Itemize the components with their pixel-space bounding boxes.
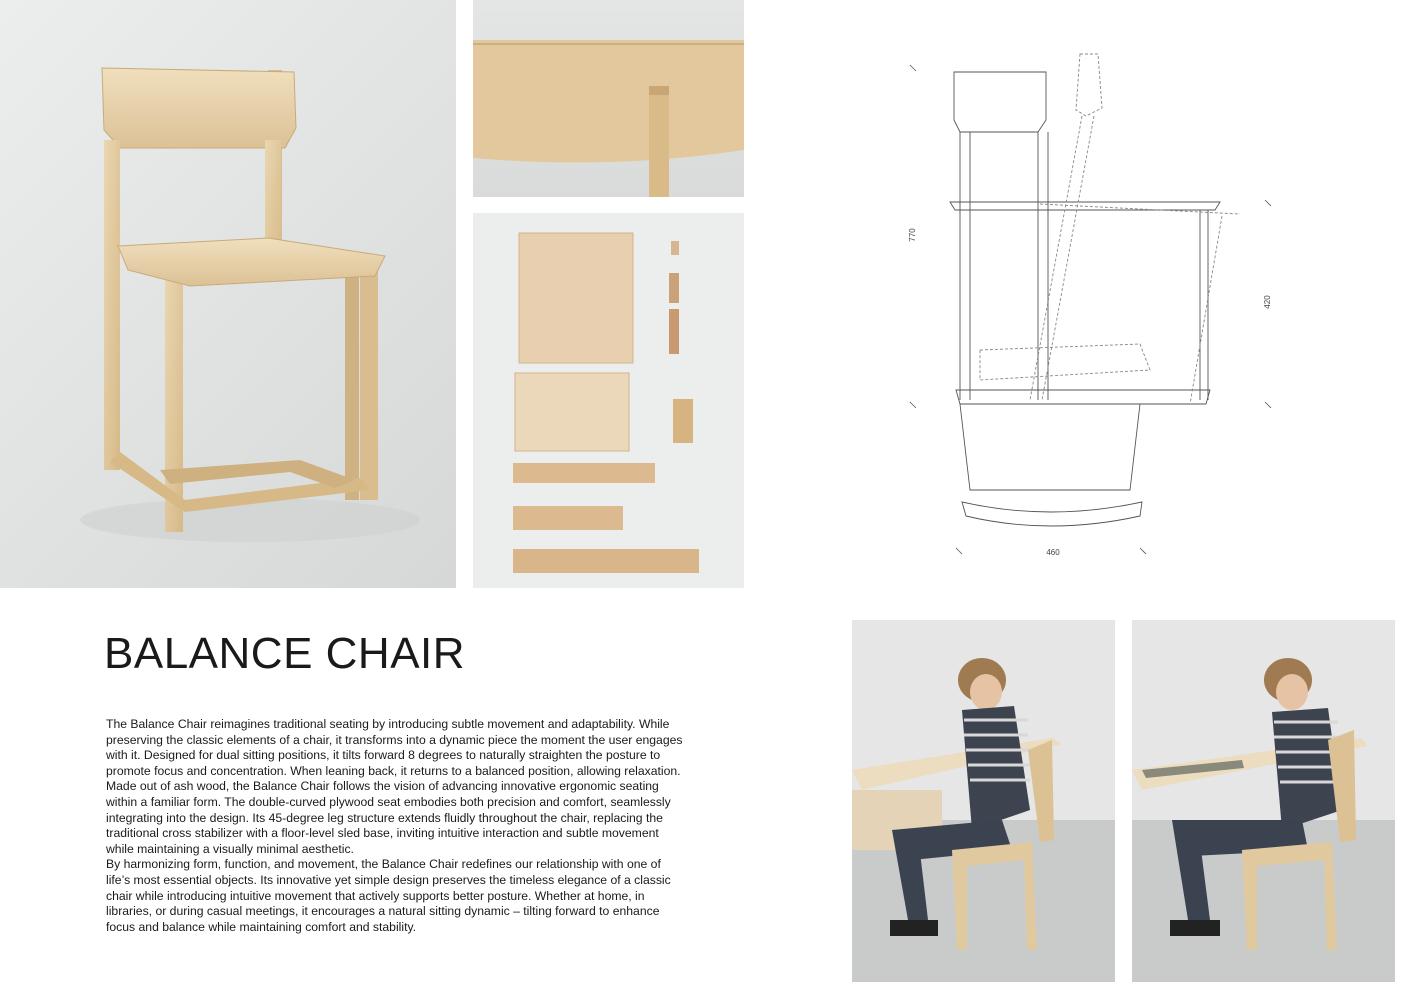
description-paragraph: Made out of ash wood, the Balance Chair follows the vision of advancing innovative ergonomic seating within a familiar form. The double-curved plywood seat embodies both precision and comfort, seamlessly integrating into the design. Its 45-degree leg structure extends fluidly throughout the chair, replacing the traditional cross stabilizer with a floor-level sled base, inviting intuitive interaction and subtle movement while maintaining a visually minimal aesthetic. bbox=[106, 779, 671, 856]
seat-height-dimension: 420 bbox=[1263, 295, 1272, 309]
chair-hero-photo bbox=[0, 0, 456, 588]
usage-photo-relaxed bbox=[1132, 620, 1395, 982]
person-reading-illustration bbox=[1132, 620, 1395, 982]
height-total-dimension: 770 bbox=[908, 228, 917, 242]
backrest-detail-illustration bbox=[473, 0, 744, 197]
parts-layout-illustration bbox=[473, 213, 744, 588]
backrest-detail-photo bbox=[473, 0, 744, 197]
chair-hero-illustration bbox=[0, 0, 456, 588]
usage-photo-forward bbox=[852, 620, 1115, 982]
chair-side-front-drawing bbox=[870, 40, 1300, 570]
description-text bbox=[106, 717, 686, 935]
description-paragraph: By harmonizing form, function, and movement, the Balance Chair redefines our relationship with one of life’s most essential objects. Its innovative yet simple design preserves the timeless elegance of a classic chair while introducing intuitive movement that actively supports better posture. Whether at home, in libraries, or during casual meetings, it encourages a natural sitting dynamic – tilting forward to enhance focus and balance while maintaining comfort and stability. bbox=[106, 857, 671, 934]
width-dimension: 460 bbox=[1046, 548, 1060, 557]
page-title: BALANCE CHAIR bbox=[104, 629, 466, 678]
person-writing-illustration bbox=[852, 620, 1115, 982]
disassembled-parts-photo bbox=[473, 213, 744, 588]
technical-drawing bbox=[870, 40, 1300, 570]
description-paragraph: The Balance Chair reimagines traditional seating by introducing subtle movement and adaptability. While preserving the classic elements of a chair, it transforms into a dynamic piece the moment the user engages with it. Designed for dual sitting positions, it tilts forward 8 degrees to naturally straighten the posture to promote focus and concentration. When leaning back, it returns to a balanced position, allowing relaxation. bbox=[106, 717, 683, 778]
